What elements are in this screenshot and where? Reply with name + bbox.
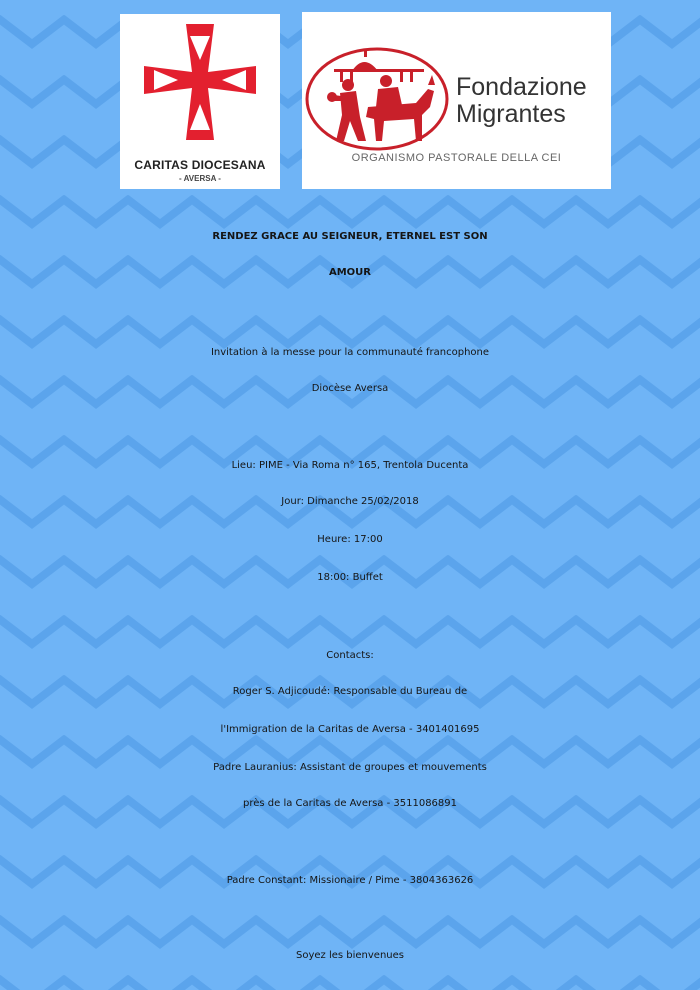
caritas-name: CARITAS DIOCESANA <box>134 158 266 172</box>
contacts-title: Contacts: <box>326 650 374 661</box>
invitation-line-2: Diocèse Aversa <box>311 383 389 394</box>
closing-line: Soyez les bienvenues <box>295 950 404 961</box>
migrantes-name <box>456 74 587 128</box>
contact-constant: Padre Constant: Missionaire / Pime - 3804363626 <box>226 875 474 886</box>
migrantes-logo <box>302 12 611 189</box>
detail-jour: Jour: Dimanche 25/02/2018 <box>281 496 419 507</box>
heading-line-2: AMOUR <box>328 267 371 278</box>
contact-lauranius-line-1: Padre Lauranius: Assistant de groupes et mouvements <box>213 762 487 773</box>
caritas-logo <box>120 14 280 189</box>
migrantes-name-line1: Fondazione <box>456 73 587 101</box>
contact-roger-line-2: l'Immigration de la Caritas de Aversa - 3401401695 <box>220 724 480 735</box>
migrantes-subtitle: ORGANISMO PASTORALE DELLA CEI <box>351 152 562 164</box>
contact-roger-line-1: Roger S. Adjicoudé: Responsable du Bureau de <box>232 686 468 697</box>
heading-line-1: RENDEZ GRACE AU SEIGNEUR, ETERNEL EST SON <box>212 231 488 242</box>
contact-lauranius-line-2: près de la Caritas de Aversa - 3511086891 <box>242 798 458 809</box>
migrantes-name-line2: Migrantes <box>456 100 566 128</box>
detail-heure: Heure: 17:00 <box>317 534 383 545</box>
caritas-subtitle: - AVERSA - <box>179 174 221 183</box>
holy-family-emblem-icon <box>304 45 450 153</box>
caritas-cross-icon <box>134 22 266 154</box>
invitation-line-1: Invitation à la messe pour la communauté francophone <box>210 347 490 358</box>
detail-buffet: 18:00: Buffet <box>317 572 383 583</box>
detail-lieu: Lieu: PIME - Via Roma n° 165, Trentola Ducenta <box>231 460 469 471</box>
